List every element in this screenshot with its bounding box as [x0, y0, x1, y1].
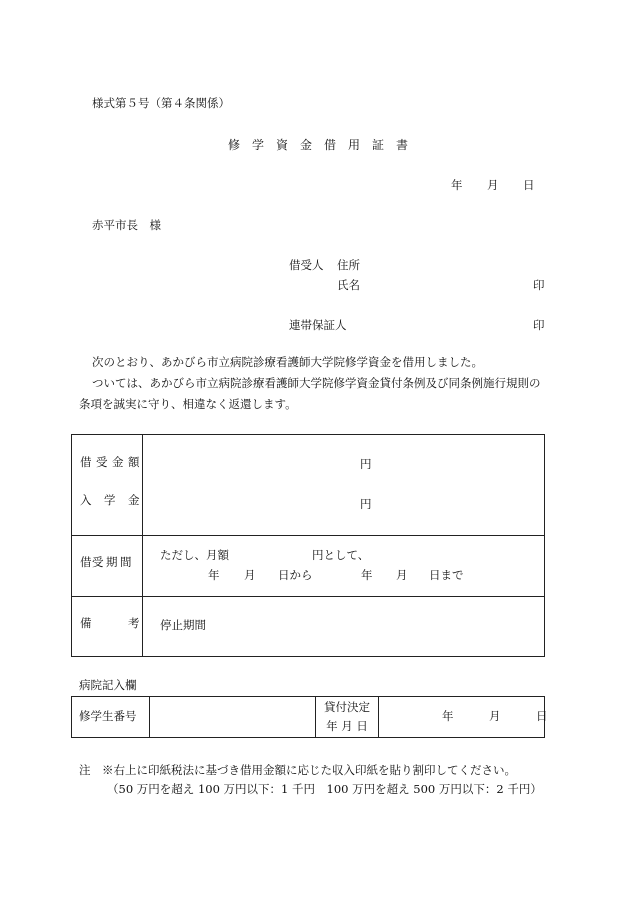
note-line-2: （50 万円を超え 100 万円以下：1 千円 100 万円を超え 500 万円以下：2 千円） [107, 782, 542, 796]
decision-year: 年 [442, 709, 454, 723]
decision-month: 月 [489, 709, 501, 723]
amount-value-cell [143, 435, 545, 536]
period-from-month: 月 [244, 568, 256, 582]
date-year: 年 [451, 178, 463, 192]
guarantor-label: 連帯保証人 [289, 318, 347, 332]
note-line-1: 注 ※右上に印紙税法に基づき借用金額に応じた収入印紙を貼り割印してください。 [79, 763, 516, 777]
period-label-cell [72, 536, 143, 597]
remarks-content: 停止期間 [160, 618, 206, 632]
period-monthly-suffix: 円として、 [312, 548, 370, 562]
body-line-1: 次のとおり、あかびら市立病院診療看護師大学院修学資金を借用しました。 [92, 355, 483, 369]
student-no-label-cell [72, 697, 150, 738]
period-from-day: 日から [278, 568, 313, 582]
hospital-section-label: 病院記入欄 [79, 678, 137, 692]
hospital-table [71, 696, 548, 738]
decision-label-cell [316, 697, 379, 738]
loan-table [71, 434, 545, 657]
admission-fee-unit: 円 [360, 497, 372, 511]
decision-label-2: 年 月 日 [326, 719, 368, 733]
borrower-name-label: 氏名 [337, 278, 360, 292]
remarks-label-cell [72, 597, 143, 657]
admission-fee-label: 入 学 金 [80, 493, 140, 507]
student-no-label: 修学生番号 [79, 709, 137, 724]
student-no-value-cell [150, 697, 316, 738]
remarks-value-cell [143, 597, 545, 657]
period-monthly-prefix: ただし、月額 [160, 548, 229, 562]
date-month: 月 [487, 178, 499, 192]
amount-label-cell [72, 435, 143, 536]
loan-period-label: 借 受 期 間 [80, 555, 132, 569]
loan-amount-label: 借 受 金 額 [80, 455, 140, 469]
date-day: 日 [523, 178, 535, 192]
form-number: 様式第５号（第４条関係） [92, 96, 230, 110]
borrower-seal: 印 [533, 278, 545, 292]
period-to-year: 年 [361, 568, 373, 582]
period-from-year: 年 [208, 568, 220, 582]
addressee: 赤平市長 様 [92, 218, 161, 232]
guarantor-seal: 印 [533, 318, 545, 332]
period-value-cell [143, 536, 545, 597]
borrower-address-label: 住所 [337, 258, 360, 272]
page-title: 修 学 資 金 借 用 証 書 [228, 138, 409, 152]
decision-value-cell [379, 697, 548, 738]
decision-label-1: 貸付決定 [324, 700, 370, 714]
borrower-label: 借受人 [289, 258, 324, 272]
period-to-day: 日まで [429, 568, 464, 582]
remarks-label: 備 考 [80, 615, 140, 630]
period-to-month: 月 [396, 568, 408, 582]
body-line-3: 条項を誠実に守り、相違なく返還します。 [79, 397, 297, 411]
loan-amount-unit: 円 [360, 457, 372, 471]
decision-day: 日 [536, 709, 548, 723]
body-line-2: ついては、あかびら市立病院診療看護師大学院修学資金貸付条例及び同条例施行規則の [92, 376, 541, 390]
